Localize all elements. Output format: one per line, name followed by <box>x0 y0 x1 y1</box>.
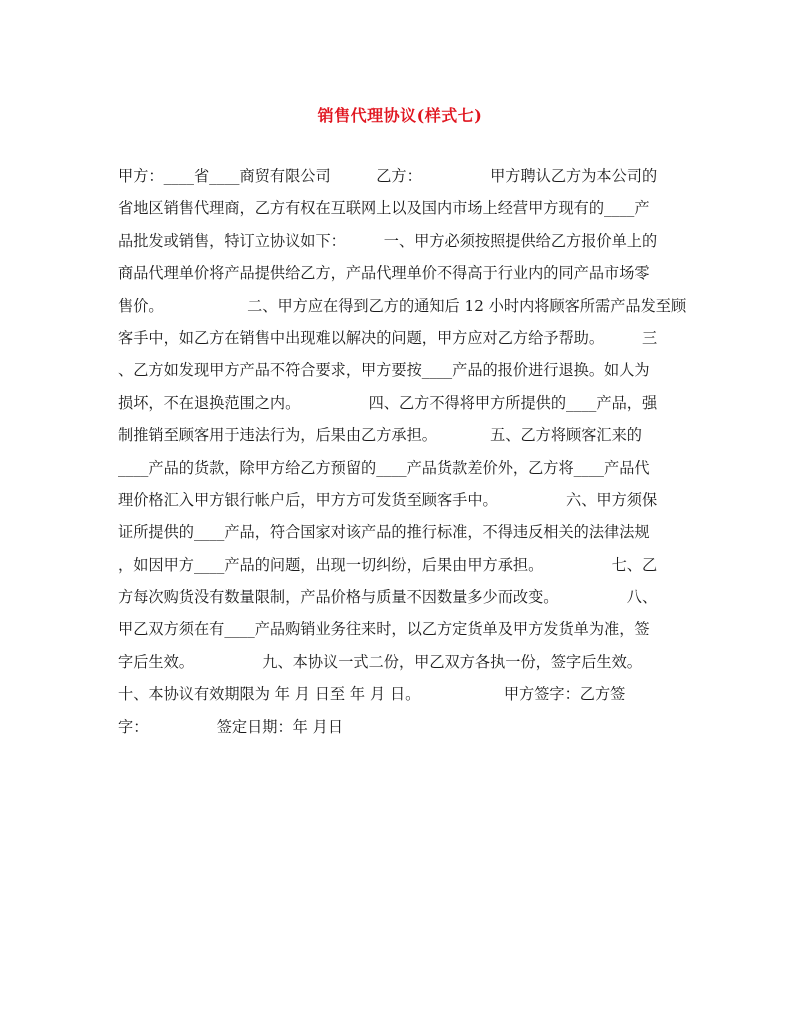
body-line: 售价。 二、甲方应在得到乙方的通知后 12 小时内将顾客所需产品发至顾 <box>118 296 687 315</box>
body-line: 制推销至顾客用于违法行为，后果由乙方承担。 五、乙方将顾客汇来的 <box>118 426 642 445</box>
document-body <box>118 160 698 743</box>
body-line: ，如因甲方____产品的问题，出现一切纠纷，后果由甲方承担。 七、乙 <box>118 555 658 574</box>
body-line: 品批发或销售，特订立协议如下： 一、甲方必须按照提供给乙方报价单上的 <box>118 231 658 250</box>
body-line: 客手中，如乙方在销售中出现难以解决的问题，甲方应对乙方给予帮助。 三 <box>118 328 658 347</box>
body-line: 、乙方如发现甲方产品不符合要求，甲方要按____产品的报价进行退换。如人为 <box>118 361 650 380</box>
document-title: 销售代理协议(样式七) <box>317 106 483 125</box>
body-line: 甲方：____省____商贸有限公司 乙方： 甲方聘认乙方为本公司的 <box>118 167 658 185</box>
body-line: 十、本协议有效期限为 年 月 日至 年 月 日。 甲方签字：乙方签 <box>118 685 626 704</box>
body-line: 商品代理单价将产品提供给乙方，产品代理单价不得高于行业内的同产品市场零 <box>118 264 650 283</box>
body-line: 字： 签定日期：年 月日 <box>118 717 344 736</box>
body-line: ____产品的货款，除甲方给乙方预留的____产品货款差价外，乙方将____产品代 <box>118 458 650 477</box>
body-line: 方每次购货没有数量限制，产品价格与质量不因数量多少而改变。 八、 <box>118 588 658 607</box>
body-line: 字后生效。 九、本协议一式二份，甲乙双方各执一份，签字后生效。 <box>118 652 642 671</box>
body-line: 理价格汇入甲方银行帐户后，甲方方可发货至顾客手中。 六、甲方须保 <box>118 490 658 509</box>
body-line: 损坏，不在退换范围之内。 四、乙方不得将甲方所提供的____产品，强 <box>118 393 658 412</box>
body-line: 省地区销售代理商，乙方有权在互联网上以及国内市场上经营甲方现有的____产 <box>118 199 650 218</box>
body-line: 证所提供的____产品，符合国家对该产品的推行标准，不得违反相关的法律法规 <box>118 523 650 542</box>
body-line: 甲乙双方须在有____产品购销业务往来时，以乙方定货单及甲方发货单为准，签 <box>118 620 650 639</box>
